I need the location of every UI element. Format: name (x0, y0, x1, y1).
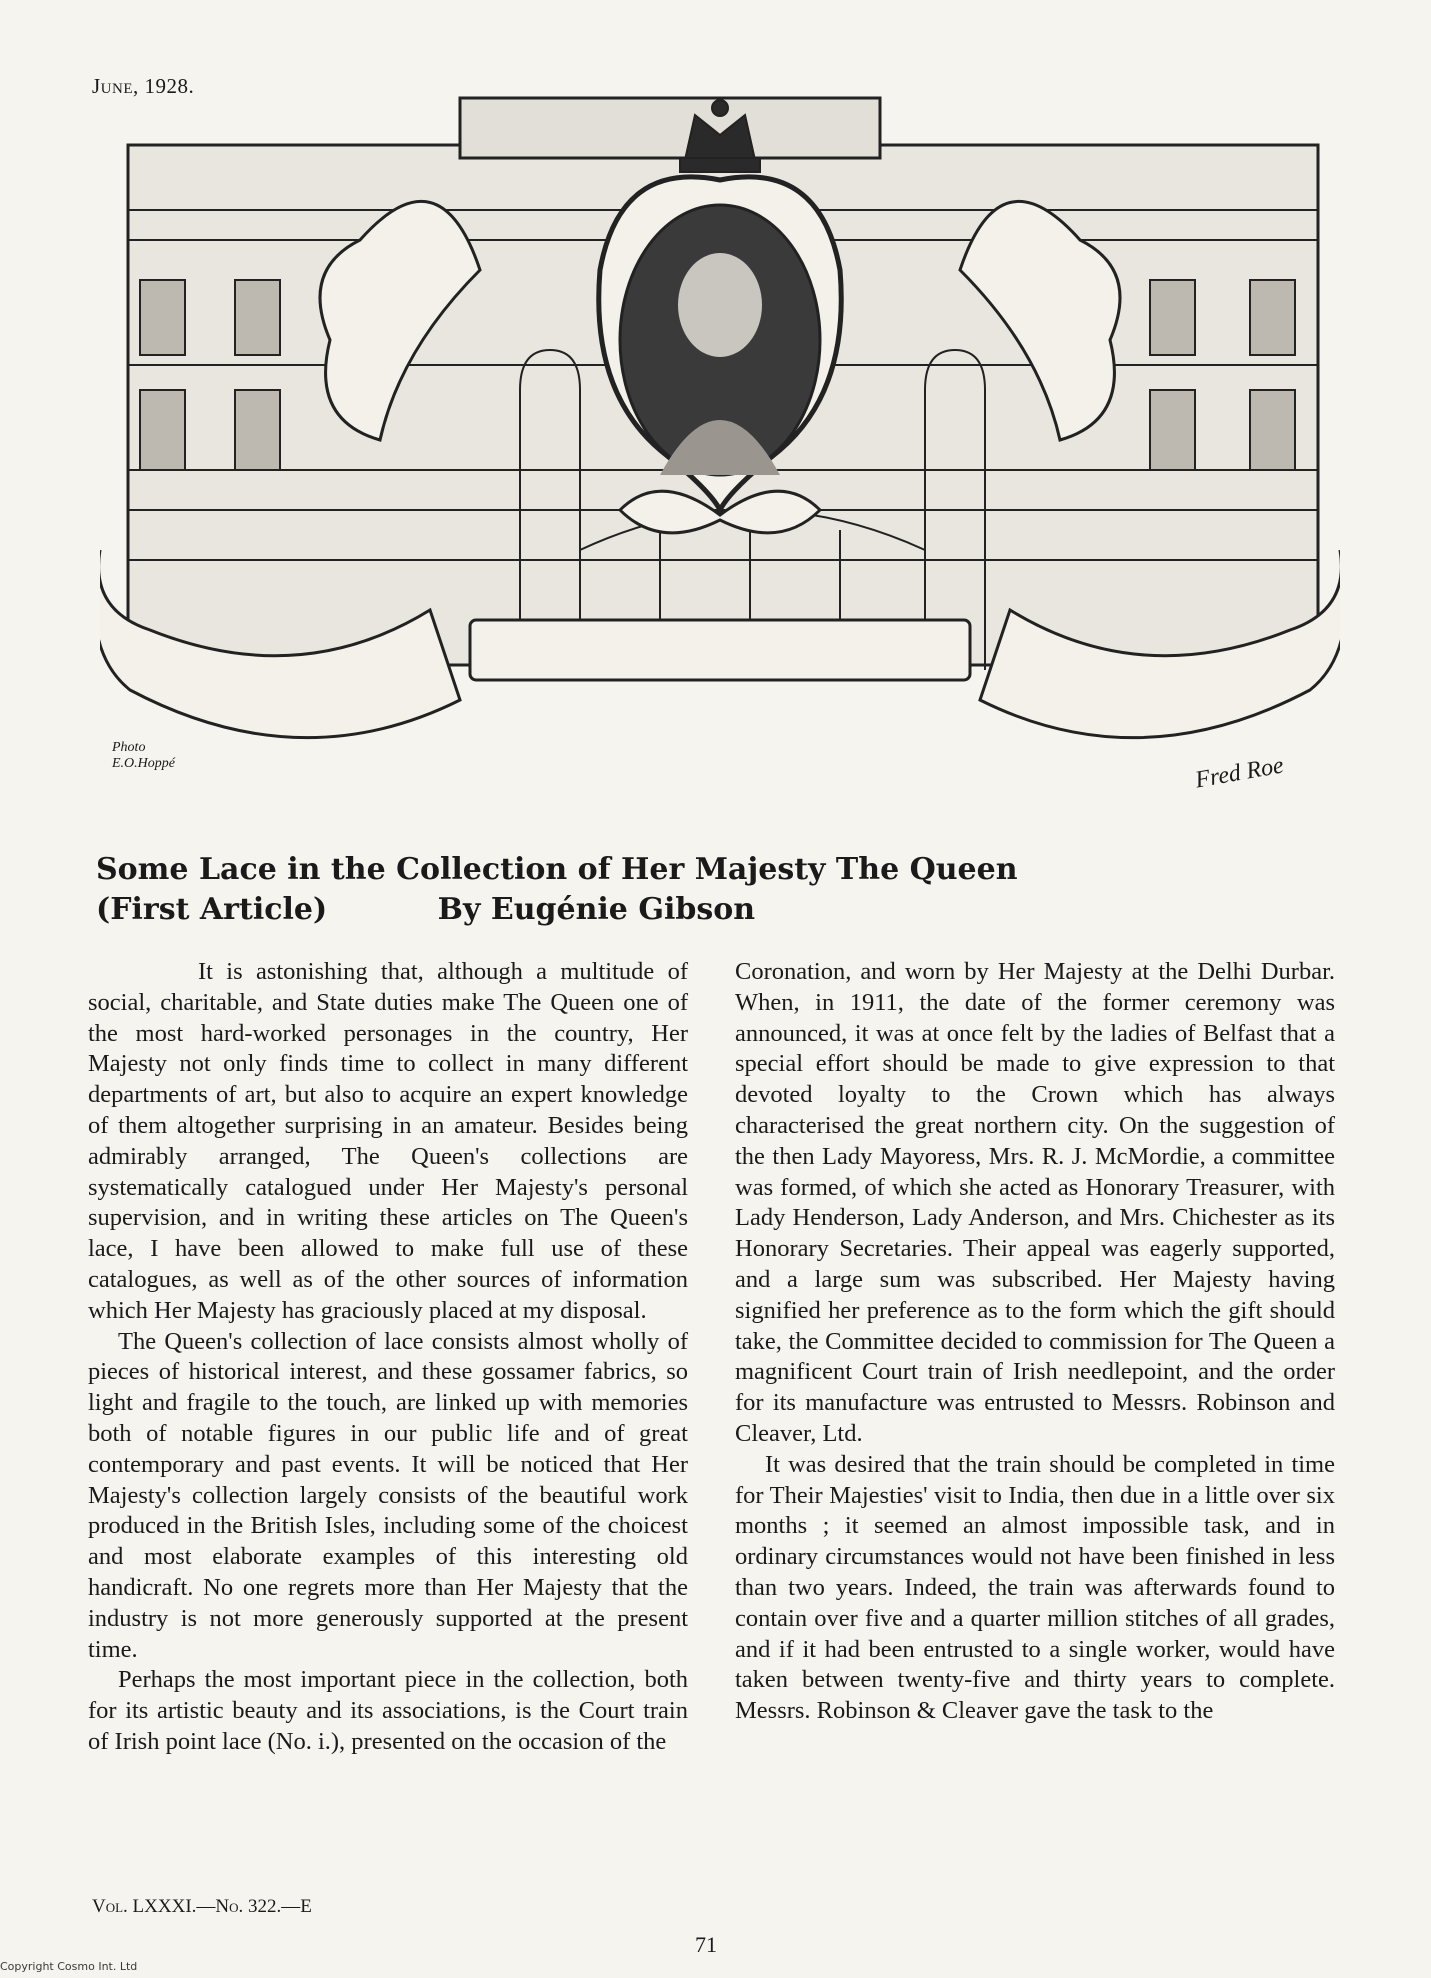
paragraph: Perhaps the most important piece in the collection, both for its artistic beauty and its associations, is the Court train of Irish point lace (No. i.), presented on the occasion of the (88, 1666, 688, 1755)
left-column (88, 957, 688, 1758)
article-title (96, 850, 1356, 930)
right-column (735, 957, 1335, 1727)
byline: By Eugénie Gibson (437, 892, 756, 927)
paragraph: Coronation, and worn by Her Majesty at the Delhi Durbar. When, in 1911, the date of the former ceremony was announced, it was at once felt by the ladies of Belfast that a special effort should be made to give expression to that devoted loyalty to the Crown which has always characterised the great northern city. On the suggestion of the then Lady Mayoress, Mrs. R. J. McMordie, a committee was formed, of which she acted as Honorary Treasurer, with Lady Henderson, Lady Anderson, and Mrs. Chichester as its Honorary Secretaries. Their appeal was eagerly supported, and a large sum was subscribed. Her Majesty having signified her preference as to the form which the gift should take, the Committee decided to commission for The Queen a magnificent Court train of Irish needlepoint, and the order for its manufacture was entrusted to Messrs. Robinson and Cleaver, Ltd. (735, 958, 1335, 1447)
paragraph: The Queen's collection of lace consists almost wholly of pieces of historical interest, and these gossamer fabrics, so light and fragile to the touch, are linked up with memories both of notable figures in our public life and of great contemporary and past events. It will be noticed that Her Majesty's collection largely consists of the beautiful work produced in the British Isles, including some of the choicest and most elaborate examples of this interesting old handicraft. No one regrets more than Her Majesty that the industry is not more generously supported at the present time. (88, 1327, 688, 1663)
paragraph: It was desired that the train should be completed in time for Their Majesties' visit to India, then due in a little over six months ; it seemed an almost impossible task, and in ordinary circumstances would not have been finished in less than two years. Indeed, the train was afterwards found to contain over five and a quarter million stitches of all grades, and if it had been entrusted to a single worker, would have taken between twenty-five and thirty years to complete. Messrs. Robinson & Cleaver gave the task to the (735, 1450, 1335, 1725)
issue-date: June, 1928. (92, 74, 195, 98)
photo-credit-label: Photo (112, 740, 146, 755)
paragraph: It is astonishing that, although a multitude of social, charitable, and State duties make The Queen one of the most hard-worked personages in the country, Her Majesty not only finds time to collect in many different departments of art, but also to acquire an expert knowledge of them altogether surprising in an amateur. Besides being admirably arranged, The Queen's collections are systematically catalogued under Her Majesty's personal supervision, and in writing these articles on The Queen's lace, I have been allowed to make full use of these catalogues, as well as of the other sources of information which Her Majesty has graciously placed at my disposal. (88, 958, 688, 1324)
volume-number: Vol. LXXXI.—No. 322.—E (92, 1896, 312, 1917)
palace-illustration (100, 90, 1340, 800)
copyright-notice: Copyright Cosmo Int. Ltd (0, 1960, 138, 1973)
title-line-1: Some Lace in the Collection of Her Majesty The Queen (96, 852, 1018, 887)
photo-credit-name: E.O.Hoppé (112, 756, 175, 771)
page-number: 71 (695, 1932, 717, 1957)
artist-signature: Fred Roe (1193, 752, 1286, 794)
photo-credit (112, 740, 175, 772)
title-line-2: (First Article) (96, 892, 328, 927)
